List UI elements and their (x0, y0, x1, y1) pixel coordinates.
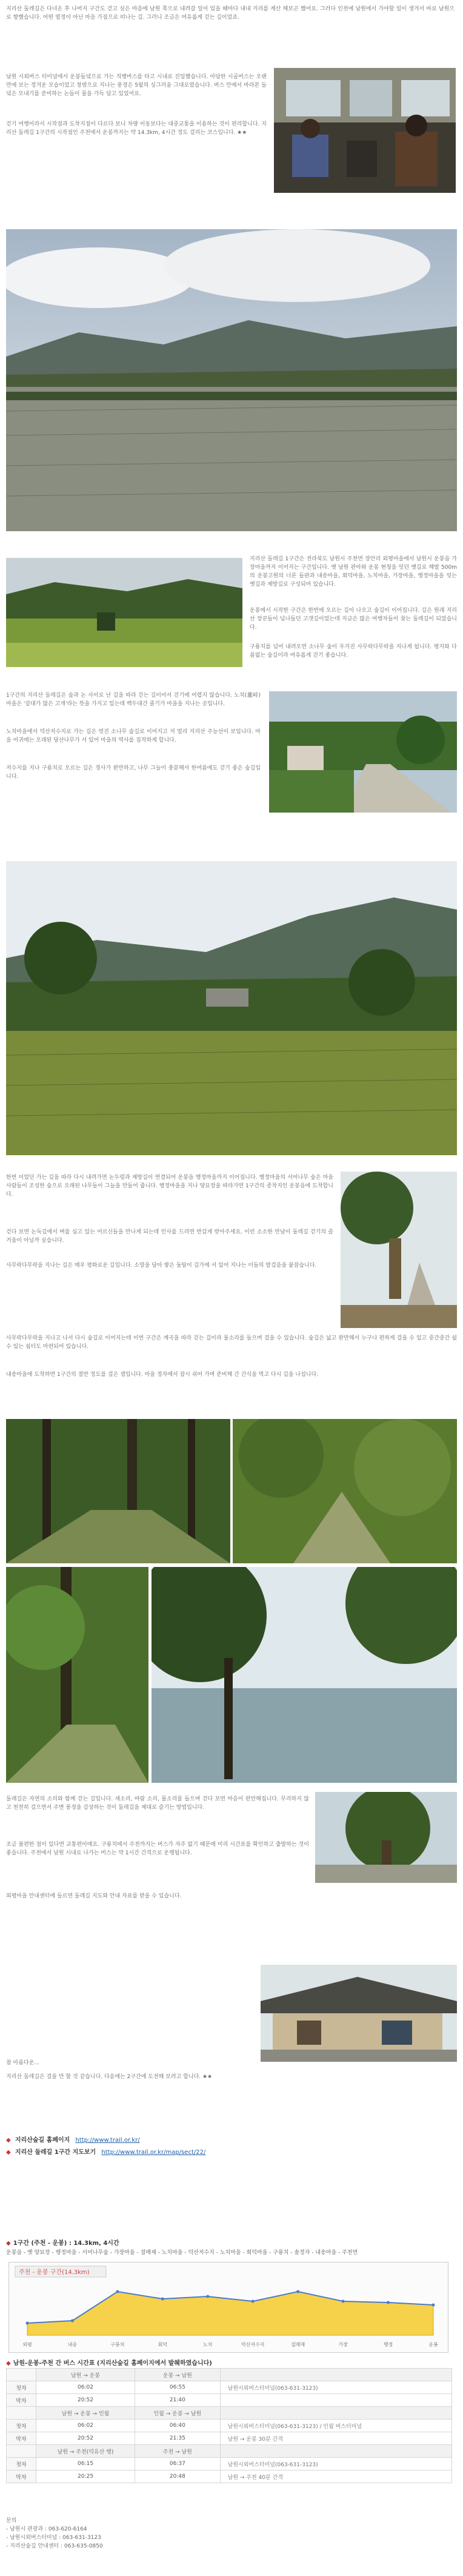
profile-point-label: 질매재 (291, 2342, 305, 2347)
village-panorama-photo (6, 861, 457, 1155)
mid3-paragraph-1: 한번 이었던 가는 길을 따라 다시 내려가면 논두렁과 제방길이 연결되어 운봉읍 행정마을까지 이어집니다. 행정마을의 서어나무 숲은 마을 사람들이 조성한 숲으로 오래된 나무들이 그늘을 만들어 줍니다. 행정마을을 지나 양묘장을 따라가면 1구간의 종착지인 운봉읍에 도착합니다. (6, 1175, 333, 1198)
profile-point-label: 노치 (203, 2342, 213, 2347)
information-center-photo (261, 1965, 457, 2062)
mid5-paragraph-4: 참 아름다운... (6, 2060, 39, 2066)
profile-point-label: 덕산저수지 (241, 2342, 265, 2347)
forest-path-photo-2 (233, 1419, 457, 1563)
profile-point-marker (342, 2300, 345, 2303)
map-link[interactable]: http://www.trail.or.kr/map/sect/22/ (101, 2149, 206, 2156)
forest-path-photo-1 (6, 1419, 230, 1563)
profile-point-marker (71, 2319, 74, 2323)
mid5-paragraph-2: 조금 불편한 점이 있다면 교통편이에요. 구룡치에서 주천까지는 버스가 자주 없기 때문에 미리 시간표를 확인하고 출발하는 것이 좋습니다. 주천에서 남원 시내로 나가는 버스는 약 1시간 간격으로 운행됩니다. (6, 1842, 309, 1856)
profile-point-marker (387, 2301, 390, 2304)
table-row: 남원 → 주천(덕유산 행) 주천 → 남원 (7, 2445, 452, 2458)
bus-interior-photo (274, 68, 456, 193)
bullet-icon: ◆ (6, 2137, 11, 2144)
profile-point-marker (206, 2295, 209, 2298)
bullet-icon: ◆ (6, 2360, 11, 2367)
profile-point-label: 가장 (338, 2342, 348, 2347)
table-row: 첫차 06:15 06:37 남원시외버스터미널(063-631-3123) (7, 2458, 452, 2470)
stone-tower-photo (341, 1172, 457, 1328)
mid3-paragraph-2: 걷다 보면 논둑길에서 벼를 심고 있는 어르신들을 만나게 되는데 인사를 드리면 반갑게 받아주세요. 이런 소소한 만남이 둘레길 걷기의 즐거움이 아닐까 싶습니다. (6, 1229, 333, 1244)
bus-header-1: 남원 → 운봉 (36, 2369, 135, 2381)
map-label: 지리산 둘레길 1구간 지도보기 (15, 2149, 96, 2156)
table-row: 첫차 06:02 06:55 남원시외버스터미널(063-631-3123) (7, 2381, 452, 2394)
mid5-paragraph-3: 외평마을 안내센터에 들르면 둘레길 지도와 안내 자료를 받을 수 있습니다. (6, 1893, 182, 1899)
forest-path-photo-3 (6, 1567, 148, 1783)
green-field-photo (6, 558, 242, 667)
intro-paragraph-2: 남원 시외버스 터미널에서 운봉들녘으로 가는 직행버스를 타고 시내로 진입했습니다. 아담한 시골버스는 오랜만에 보는 정겨운 모습이었고 창밖으로 지나는 풍경은 5월의 싱그러움 그대로였습니다. 버스 안에서 바라본 들녘은 모내기를 준비하는 논들이 물을 가득 담고 있었어요. (6, 74, 267, 97)
profile-title: 주천 - 운봉 구간(14.3km) (19, 2269, 90, 2276)
intro-paragraph-3: 걷기 여행이라서 시작점과 도착지점이 다르다 보니 차량 이동보다는 대중교통을 이용하는 것이 편리합니다. 지리산 둘레길 1구간의 시작점인 주천에서 운봉까지는 약 14.3km, 4시간 정도 걸리는 코스입니다. ★★ (6, 121, 267, 136)
profile-point-label: 행정 (383, 2342, 393, 2347)
profile-point-label: 구룡치 (110, 2342, 125, 2347)
course-title: ◆ 1구간 (주천 - 운봉) : 14.3km, 4시간 (6, 2240, 119, 2247)
bus-timetable (6, 2368, 452, 2483)
bus-title: ◆ 남원-운봉-주천 간 버스 시간표 (지리산숲길 홈페이지에서 발췌하였습니다) (6, 2360, 212, 2367)
mid1-paragraph-1: 지리산 둘레길 1구간은 전라북도 남원시 주천면 장안리 외평마을에서 남원시 운봉읍 가장마을까지 이어지는 구간입니다. 옛 남원 관아와 운봉 현청을 잇던 옛길로 해발 500m의 운봉고원의 너른 들판과 내송마을, 회덕마을, 노치마을, 가장마을, 행정마을을 잇는 옛길과 제방길로 구성되어 있습니다. (250, 556, 457, 588)
mid3-paragraph-3: 사무락다무락을 지나는 길은 매우 평화로운 길입니다. 소망을 담아 쌓은 돌탑이 길가에 서 있어 지나는 이들의 발걸음을 붙잡습니다. (6, 1263, 317, 1269)
intro-paragraph-1: 지리산 둘레길은 다녀온 후 나머지 구간도 걷고 싶은 마음에 남원 쪽으로 내려갈 일이 있을 때마다 내내 거리를 계산 해보곤 했어요. 그러다 인천에 남원에서 가야할 일이 생겨서 바로 남원으로 향했습니다. 어떤 열정이 아닌 마음 가짐으로 떠나는 길. 그러니 조금은 여유롭게 걷는 길이었죠. (6, 6, 455, 21)
profile-point-marker (116, 2290, 119, 2293)
profile-point-label: 회덕 (158, 2342, 168, 2347)
table-row: 첫차 06:02 06:40 남원시외버스터미널(063-631-3123) / 인월 버스터미널 (7, 2420, 452, 2432)
elevation-profile (8, 2262, 448, 2353)
rice-paddy-panorama-photo (6, 229, 457, 531)
table-row: 남원 → 운봉 → 인월 인월 → 운봉 → 남원 (7, 2407, 452, 2420)
profile-point-label: 외평 (22, 2342, 32, 2347)
contact-line: - 지리산숲길 안내센터 : 063-635-0850 (6, 2543, 103, 2549)
reference-links (6, 2135, 430, 2159)
table-row: 막차 20:52 21:35 남원 → 운봉 30분 간격 (7, 2432, 452, 2445)
profile-point-marker (432, 2304, 435, 2307)
contact-line: - 남원시 관광과 : 063-620-6164 (6, 2526, 87, 2532)
roadside-tree-photo (315, 1792, 457, 1883)
village-road-photo (269, 691, 457, 813)
forest-homepage-row (6, 2135, 430, 2147)
table-row: 막차 20:52 21:40 (7, 2394, 452, 2407)
mid4-paragraph-1: 사무락다무락을 지나고 나서 다시 숲길로 이어지는데 이번 구간은 계곡을 따라 걷는 길이라 물소리를 들으며 걸을 수 있습니다. 숲길은 넓고 완만해서 누구나 편하게 걸을 수 있고 중간중간 쉴 수 있는 쉼터도 마련되어 있습니다. (6, 1335, 457, 1350)
mid2-paragraph-3: 저수지를 지나 구룡치로 오르는 길은 경사가 완만하고, 나무 그늘이 충분해서 한여름에도 걷기 좋은 숲길입니다. (6, 765, 261, 780)
contact-line: - 남원시외버스터미널 : 063-631-3123 (6, 2535, 101, 2541)
profile-point-marker (161, 2298, 164, 2301)
mid4-paragraph-2: 내송마을에 도착하면 1구간의 절반 정도를 걸은 셈입니다. 마을 정자에서 잠시 쉬어 가며 준비해 간 간식을 먹고 다시 길을 나섭니다. (6, 1372, 319, 1378)
bullet-icon: ◆ (6, 2149, 11, 2156)
course-route: 운봉읍 - 옛 양묘장 - 행정마을 - 서어나무숲 - 가장마을 - 질매재 - 노치마을 - 덕산저수지 - 노치마을 - 회덕마을 - 구룡치 - 솔정자 - 내송마을 - 주천면 (6, 2250, 358, 2256)
profile-point-label: 운봉 (428, 2342, 438, 2347)
reservoir-photo (152, 1567, 457, 1783)
profile-point-marker (251, 2300, 255, 2303)
bullet-icon: ◆ (6, 2240, 11, 2247)
contact-heading: 문의 (6, 2518, 17, 2524)
bus-header-2: 운봉 → 남원 (135, 2369, 221, 2381)
forest-homepage-label: 지리산숲길 홈페이지 (15, 2137, 70, 2144)
mid5-paragraph-1: 둘레길은 자연의 소리와 함께 걷는 길입니다. 새소리, 바람 소리, 물소리를 들으며 걷다 보면 마음이 편안해집니다. 무리하지 않고 천천히 걸으면서 주변 풍경을 감상하는 것이 둘레길을 제대로 즐기는 방법입니다. (6, 1796, 309, 1811)
profile-point-marker (296, 2290, 299, 2293)
map-row (6, 2147, 430, 2159)
mid2-paragraph-1: 1구간의 지리산 둘레길은 숲과 논 사이로 난 길을 따라 걷는 길이어서 걷기에 어렵지 않습니다. 노치(蘆峙)마을은 '갈대가 많은 고개'라는 뜻을 가지고 있는데 백두대간 줄기가 마을을 지나는 곳입니다. (6, 693, 261, 707)
contact-info (6, 2517, 455, 2551)
mid2-paragraph-2: 노치마을에서 덕산저수지로 가는 길은 멋진 소나무 숲길로 이어지고 저 멀리 지리산 주능선이 보입니다. 마을 어귀에는 오래된 당산나무가 서 있어 마을의 역사를 짐작하게 합니다. (6, 729, 261, 743)
mid5-paragraph-5: 지리산 둘레길은 걸을 만 할 것 같습니다. 다음에는 2구간에 도전해 보려고 합니다. ★★ (6, 2074, 213, 2080)
mid1-paragraph-2: 운봉에서 시작한 구간은 한번에 오르는 길이 나오고 숲길이 이어집니다. 길은 원래 지리산 장꾼들이 넘나들던 고갯길이었는데 지금은 많은 여행자들이 찾는 둘레길이 되었습니다. (250, 608, 457, 631)
profile-point-label: 내송 (67, 2342, 78, 2347)
forest-homepage-link[interactable]: http://www.trail.or.kr/ (75, 2137, 140, 2144)
mid1-paragraph-3: 구룡치를 넘어 내려오면 소나무 숲이 우거진 사무락다무락을 지나게 됩니다. 평지와 다름없는 숲길이라 여유롭게 걷기 좋습니다. (250, 644, 457, 659)
table-row: 막차 20:25 20:48 남원 → 주천 40분 간격 (7, 2470, 452, 2483)
profile-point-marker (26, 2322, 29, 2325)
